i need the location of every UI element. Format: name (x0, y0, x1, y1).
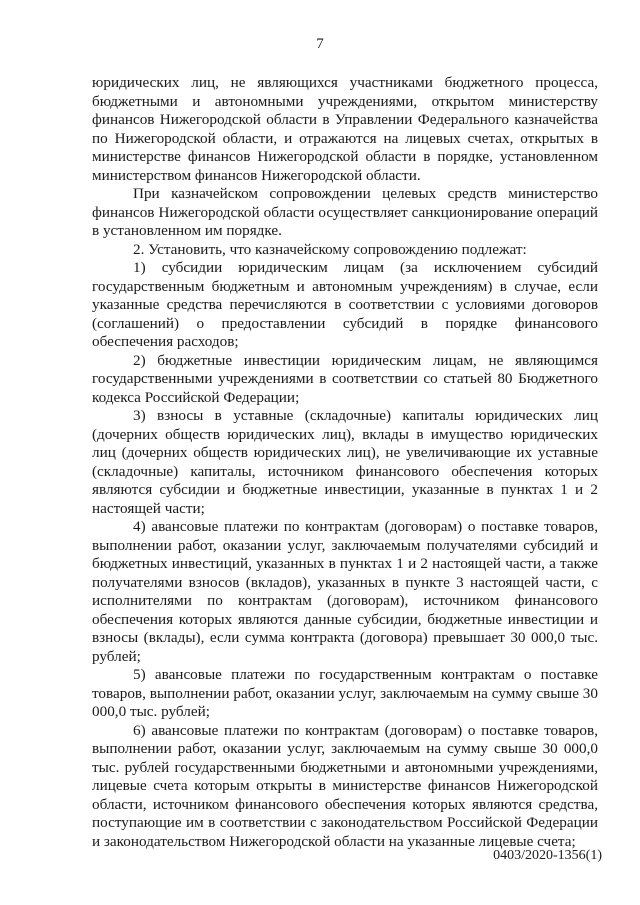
paragraph-item-2-intro: 2. Установить, что казначейскому сопровождению подлежат: (133, 240, 527, 258)
paragraph-sanctioning: При казначейском сопровождении целевых средств министерство финансов Нижегородской области осуществляет санкционирование операций в установленном им порядке. (92, 185, 598, 239)
list-item-2: 2) бюджетные инвестиции юридическим лицам, не являющимся государственными учреждениями в соответствии со статьей 80 Бюджетного кодекса Российской Федерации; (92, 351, 598, 406)
page-number: 7 (316, 36, 324, 52)
list-item-4: 4) авансовые платежи по контрактам (договорам) о поставке товаров, выполнении работ, оказании услуг, заключаемым получателями субсидий и бюджетных инвестиций, указанных в пунктах 1 и 2 настоящей части, а также получателями взносов (вкладов), указанных в пункте 3 настоящей части, с исполнителями по контрактам (договорам), источником финансового обеспечения которых являются данные субсидии, бюджетные инвестиции и взносы (вклады), если сумма контракта (договора) превышает 30 000,0 тыс. рублей; (92, 518, 598, 665)
list-item-5: 5) авансовые платежи по государственным контрактам о поставке товаров, выполнении работ, оказании услуг, заключаемым на сумму свыше 30 000,0 тыс. рублей; (92, 666, 598, 720)
list-item-3: 3) взносы в уставные (складочные) капиталы юридических лиц (дочерних обществ юридических лиц), вклады в имущество юридических лиц (дочерних обществ юридических лиц), не увеличивающие их уставные (складочные) капиталы, источником финансового обеспечения которых являются субсидии и бюджетные инвестиции, указанные в пунктах 1 и 2 настоящей части; (92, 407, 598, 517)
list-item-1: 1) субсидии юридическим лицам (за исключением субсидий государственным бюджетным и автономным учреждениям) в случае, если указанные средства перечисляются в соответствии с условиями договоров (соглашений) о предоставлении субсидий в порядке финансового обеспечения расходов; (92, 259, 598, 350)
document-body (92, 74, 598, 851)
paragraph-continuation: юридических лиц, не являющихся участниками бюджетного процесса, бюджетными и автономными учреждениями, открытом министерству финансов Нижегородской области в Управлении Федерального казначейства по Нижегородской области, и отражаются на лицевых счетах, открытых в министерстве финансов Нижегородской области в порядке, установленном министерством финансов Нижегородской области. (92, 74, 598, 184)
list-item-6: 6) авансовые платежи по контрактам (договорам) о поставке товаров, выполнении работ, оказании услуг, заключаемым на сумму свыше 30 000,0 тыс. рублей государственными бюджетными и автономными учреждениями, лицевые счета которым открыты в министерстве финансов Нижегородской области, источником финансового обеспечения которых являются средства, поступающие им в соответствии с законодательством Российской Федерации и законодательством Нижегородской области на указанные лицевые счета; (92, 721, 598, 850)
document-code: 0403/2020-1356(1) (493, 848, 602, 863)
